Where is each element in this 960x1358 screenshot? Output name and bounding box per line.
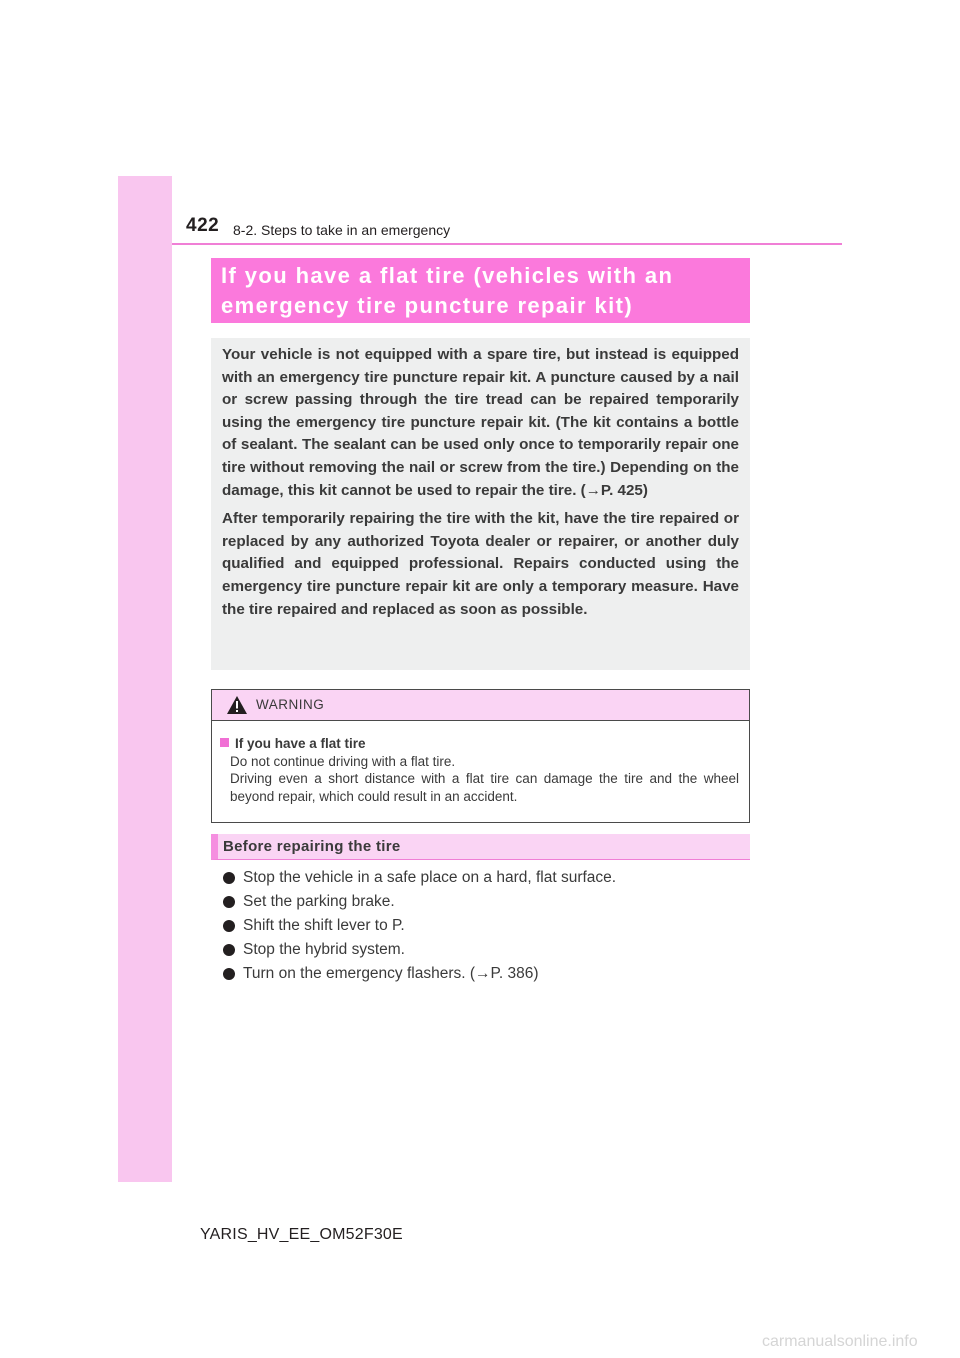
intro-box: [211, 338, 750, 670]
step-item: [211, 866, 750, 890]
step-text: Turn on the emergency flashers. (→P. 386): [243, 965, 539, 982]
warning-line-2: Driving even a short distance with a flat tire can damage the tire and the wheel beyond repair, which could result in an accident.: [230, 771, 739, 804]
section-title-line-1: If you have a flat tire (vehicles with an: [221, 263, 674, 288]
before-repair-heading: Before repairing the tire: [211, 834, 750, 860]
step-item: [211, 938, 750, 962]
warning-triangle-icon: [226, 695, 248, 715]
section-label: 8-2. Steps to take in an emergency: [233, 222, 451, 238]
step-text: Stop the vehicle in a safe place on a hard, flat surface.: [243, 869, 617, 886]
warning-line-1: Do not continue driving with a flat tire.: [230, 753, 456, 769]
pink-square-marker-icon: [220, 738, 229, 747]
step-text: Shift the shift lever to P.: [243, 917, 405, 934]
bullet-icon: [223, 872, 235, 884]
warning-box: [211, 689, 750, 823]
header-rule: [172, 243, 842, 245]
bullet-icon: [223, 920, 235, 932]
watermark: carmanualsonline.info: [762, 1333, 918, 1350]
intro-paragraph-1: Your vehicle is not equipped with a spare tire, but instead is equipped with an emergency tire puncture repair kit. A puncture caused by a nail or screw passing through the tire tread can be repaired temporarily using the emergency tire puncture repair kit. (The kit contains a bottle of sealant. The sealant can be used only once to temporarily repair one tire without removing the nail or screw from the tire.) Depending on the damage, this kit cannot be used to repair the tire. (→P. 425): [222, 346, 739, 499]
intro-paragraph-2: After temporarily repairing the tire with the kit, have the tire repaired or replaced by any authorized Toyota dealer or repairer, or another duly qualified and equipped professional. Repairs conducted using the emergency tire puncture repair kit are only a temporary measure. Have the tire repaired and replaced as soon as possible.: [222, 510, 739, 618]
page-number: 422: [186, 215, 220, 236]
warning-body: [212, 721, 749, 805]
bullet-icon: [223, 944, 235, 956]
bullet-icon: [223, 896, 235, 908]
step-text: Set the parking brake.: [243, 893, 395, 910]
step-item: [211, 914, 750, 938]
before-repair-steps: [211, 866, 750, 986]
document-code: YARIS_HV_EE_OM52F30E: [200, 1226, 403, 1243]
section-title: [211, 258, 750, 323]
warning-title: [220, 735, 739, 753]
step-text: Stop the hybrid system.: [243, 941, 405, 958]
side-color-strip: [118, 176, 172, 1182]
section-title-line-2: emergency tire puncture repair kit): [221, 293, 634, 318]
step-item: [211, 890, 750, 914]
warning-header: [212, 690, 749, 721]
warning-text: [220, 753, 739, 806]
warning-title-text: If you have a flat tire: [235, 736, 366, 751]
warning-label: WARNING: [256, 697, 325, 712]
step-item: [211, 962, 750, 986]
bullet-icon: [223, 968, 235, 980]
